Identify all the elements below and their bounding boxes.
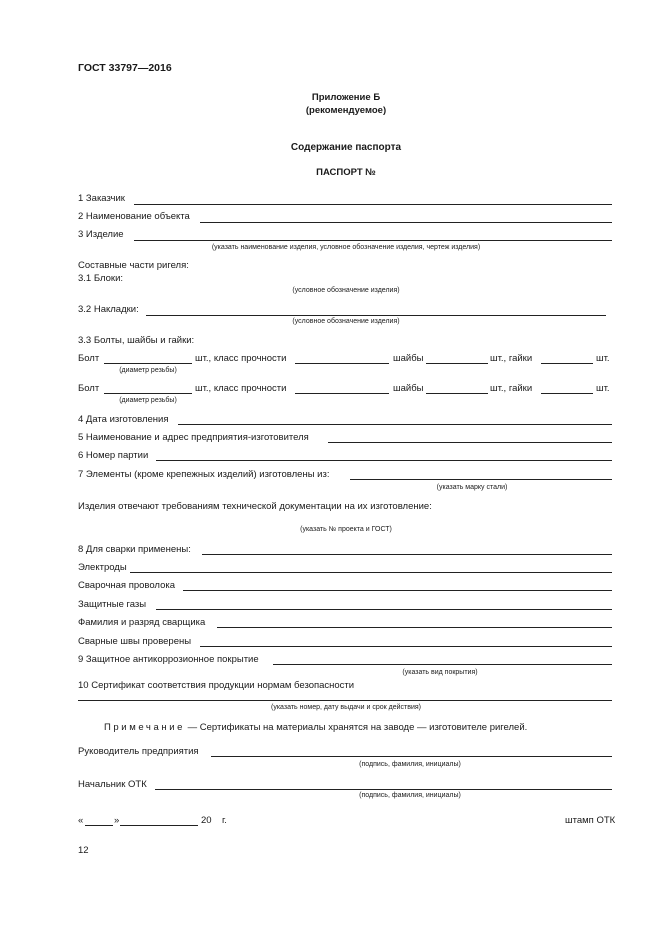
bolt-class-line-1[interactable] [295,363,389,364]
appendix-title: Приложение Б [311,92,381,103]
bolt-label-2: Болт [78,383,100,394]
pcs-label-2: шт. [596,383,610,394]
passport-title: ПАСПОРТ № [316,167,376,178]
washers-label-1: шайбы [393,353,424,364]
pcs-nuts-label-1: шт., гайки [490,353,533,364]
field-coating-label: 9 Защитное антикоррозионное покрытие [78,654,259,665]
field-overlays-label: 3.2 Накладки: [78,304,139,315]
field-manufacturer-label: 5 Наименование и адрес предприятия-изготовителя [78,432,309,443]
bolt-diameter-line-2[interactable] [104,393,192,394]
director-signature-line[interactable] [211,756,612,757]
appendix-type: (рекомендуемое) [305,105,387,116]
month-line[interactable] [120,825,198,826]
pcs-class-label-2: шт., класс прочности [195,383,287,394]
qc-signature-line[interactable] [155,789,612,790]
field-certificate-line[interactable] [78,700,612,701]
director-label: Руководитель предприятия [78,746,199,757]
quote-open: « [78,815,84,826]
bolt-label-1: Болт [78,353,100,364]
field-gases-label: Защитные газы [78,599,147,610]
field-seams-label: Сварные швы проверены [78,636,192,647]
field-customer-line[interactable] [134,204,612,205]
field-blocks-caption: (условное обозначение изделия) [292,287,400,294]
note-label: Примечание [104,722,185,733]
field-blocks-label: 3.1 Блоки: [78,273,124,284]
field-welding-line[interactable] [202,554,612,555]
field-certificate-caption: (указать номер, дату выдачи и срок действия) [271,704,421,711]
compliance-caption: (указать № проекта и ГОСТ) [300,526,392,533]
washers-label-2: шайбы [393,383,424,394]
field-object-line[interactable] [200,222,612,223]
pcs-class-label-1: шт., класс прочности [195,353,287,364]
note [104,722,527,733]
quote-close: » [114,815,120,826]
field-coating-line[interactable] [273,664,612,665]
year-suffix: г. [222,815,227,826]
page-number: 12 [78,845,89,856]
field-certificate-label: 10 Сертификат соответствия продукции нормам безопасности [78,680,355,691]
field-batch-line[interactable] [156,460,612,461]
field-manufacturer-line[interactable] [328,442,612,443]
year-prefix: 20 [201,815,212,826]
bolts-heading: 3.3 Болты, шайбы и гайки: [78,335,195,346]
section-title: Содержание паспорта [290,142,402,153]
pcs-label-1: шт. [596,353,610,364]
field-electrodes-label: Электроды [78,562,127,573]
standard-number: ГОСТ 33797—2016 [78,62,172,74]
thread-caption-1: (диаметр резьбы) [119,367,177,374]
director-caption: (подпись, фамилия, инициалы) [359,761,461,768]
components-heading: Составные части ригеля: [78,260,189,271]
field-gases-line[interactable] [156,609,612,610]
washers-line-1[interactable] [426,363,488,364]
field-welder-label: Фамилия и разряд сварщика [78,617,206,628]
day-line[interactable] [85,825,113,826]
bolt-class-line-2[interactable] [295,393,389,394]
thread-caption-2: (диаметр резьбы) [119,397,177,404]
field-date-line[interactable] [178,424,612,425]
field-coating-caption: (указать вид покрытия) [402,669,478,676]
field-wire-line[interactable] [183,590,612,591]
field-electrodes-line[interactable] [130,572,612,573]
bolt-diameter-line-1[interactable] [104,363,192,364]
field-product-line[interactable] [134,240,612,241]
field-date-label: 4 Дата изготовления [78,414,169,425]
nuts-line-1[interactable] [541,363,593,364]
qc-caption: (подпись, фамилия, инициалы) [359,792,461,799]
field-welder-line[interactable] [217,627,612,628]
pcs-nuts-label-2: шт., гайки [490,383,533,394]
compliance-label: Изделия отвечают требованиям технической документации на их изготовление: [78,501,432,512]
field-elements-line[interactable] [350,479,612,480]
field-object-label: 2 Наименование объекта [78,211,190,222]
field-steel-caption: (указать марку стали) [436,484,508,491]
field-seams-line[interactable] [200,646,612,647]
field-overlays-caption: (условное обозначение изделия) [292,318,400,325]
note-text: — Сертификаты на материалы хранятся на заводе — изготовителе ригелей. [187,722,528,733]
field-customer-label: 1 Заказчик [78,193,125,204]
field-batch-label: 6 Номер партии [78,450,149,461]
field-overlays-line[interactable] [146,315,606,316]
qc-head-label: Начальник ОТК [78,779,147,790]
field-elements-label: 7 Элементы (кроме крепежных изделий) изготовлены из: [78,469,330,480]
nuts-line-2[interactable] [541,393,593,394]
stamp-label: штамп ОТК [565,815,616,826]
field-wire-label: Сварочная проволока [78,580,176,591]
washers-line-2[interactable] [426,393,488,394]
field-welding-label: 8 Для сварки применены: [78,544,191,555]
field-product-caption: (указать наименование изделия, условное обозначение изделия, чертеж изделия) [211,244,481,251]
field-product-label: 3 Изделие [78,229,124,240]
